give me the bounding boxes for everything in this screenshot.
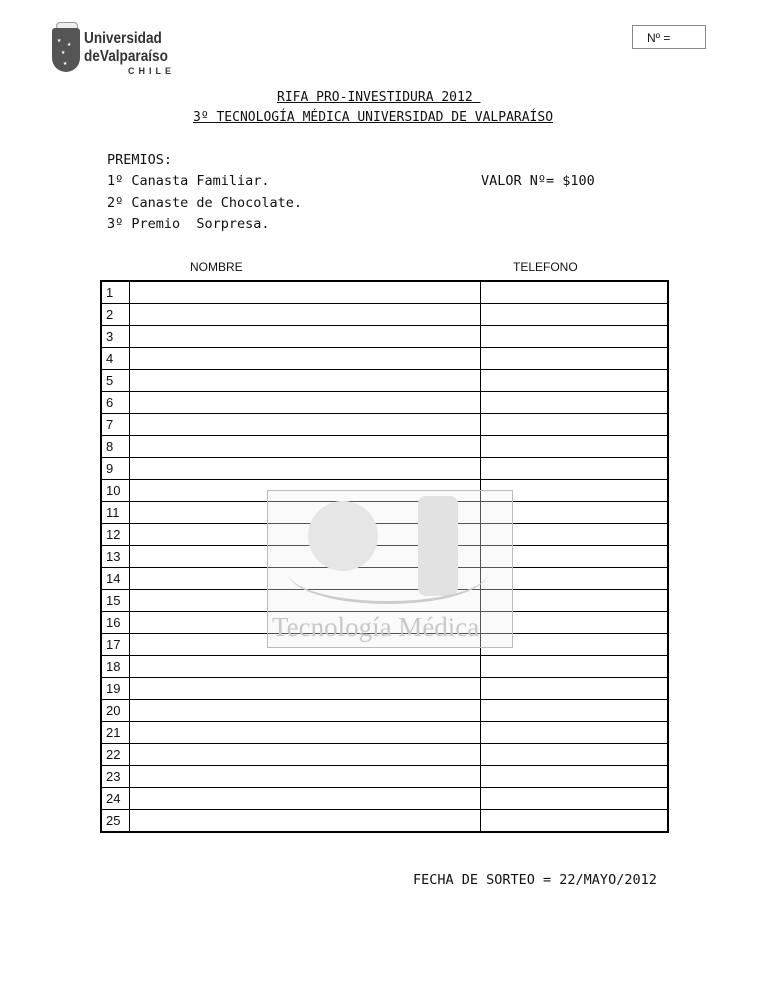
ticket-price: VALOR Nº= $100	[481, 173, 595, 189]
phone-cell[interactable]	[480, 326, 668, 348]
table-row	[101, 281, 668, 304]
row-number: 25	[101, 810, 129, 833]
name-cell[interactable]	[129, 458, 480, 480]
name-cell[interactable]	[129, 744, 480, 766]
table-row	[101, 788, 668, 810]
table-row	[101, 678, 668, 700]
row-number: 6	[101, 392, 129, 414]
row-number: 18	[101, 656, 129, 678]
table-row	[101, 744, 668, 766]
row-number: 17	[101, 634, 129, 656]
row-number: 5	[101, 370, 129, 392]
row-number: 11	[101, 502, 129, 524]
name-cell[interactable]	[129, 766, 480, 788]
phone-cell[interactable]	[480, 656, 668, 678]
row-number: 13	[101, 546, 129, 568]
name-cell[interactable]	[129, 722, 480, 744]
name-cell[interactable]	[129, 700, 480, 722]
table-row	[101, 414, 668, 436]
row-number: 16	[101, 612, 129, 634]
name-cell[interactable]	[129, 392, 480, 414]
row-number: 14	[101, 568, 129, 590]
shield-icon: ★ ★ ★ ★	[52, 28, 80, 72]
row-number: 3	[101, 326, 129, 348]
name-cell[interactable]	[129, 348, 480, 370]
watermark-image	[267, 490, 513, 648]
row-number: 22	[101, 744, 129, 766]
name-cell[interactable]	[129, 326, 480, 348]
row-number: 24	[101, 788, 129, 810]
table-row	[101, 810, 668, 833]
name-cell[interactable]	[129, 281, 480, 304]
logo-line1: Universidad	[84, 30, 162, 47]
university-logo	[52, 22, 175, 78]
name-cell[interactable]	[129, 656, 480, 678]
phone-cell[interactable]	[480, 348, 668, 370]
row-number: 15	[101, 590, 129, 612]
page-title: RIFA PRO-INVESTIDURA 2012	[277, 90, 481, 105]
row-number: 1	[101, 281, 129, 304]
table-row	[101, 436, 668, 458]
table-row	[101, 656, 668, 678]
phone-cell[interactable]	[480, 414, 668, 436]
row-number: 19	[101, 678, 129, 700]
phone-cell[interactable]	[480, 304, 668, 326]
phone-cell[interactable]	[480, 392, 668, 414]
table-row	[101, 700, 668, 722]
name-cell[interactable]	[129, 436, 480, 458]
name-cell[interactable]	[129, 788, 480, 810]
row-number: 7	[101, 414, 129, 436]
phone-cell[interactable]	[480, 766, 668, 788]
table-row	[101, 392, 668, 414]
prize-2: 2º Canaste de Chocolate.	[107, 195, 303, 211]
row-number: 23	[101, 766, 129, 788]
table-row	[101, 304, 668, 326]
column-header-phone: TELEFONO	[513, 260, 578, 274]
name-cell[interactable]	[129, 304, 480, 326]
name-cell[interactable]	[129, 678, 480, 700]
phone-cell[interactable]	[480, 458, 668, 480]
name-cell[interactable]	[129, 370, 480, 392]
row-number: 12	[101, 524, 129, 546]
prize-1: 1º Canasta Familiar.	[107, 173, 270, 189]
table-row	[101, 766, 668, 788]
phone-cell[interactable]	[480, 810, 668, 833]
table-row	[101, 326, 668, 348]
draw-date: FECHA DE SORTEO = 22/MAYO/2012	[413, 872, 657, 888]
table-row	[101, 722, 668, 744]
ticket-number-box: Nº =	[632, 25, 706, 49]
page-subtitle: 3º TECNOLOGÍA MÉDICA UNIVERSIDAD DE VALPARAÍSO	[193, 110, 554, 125]
row-number: 21	[101, 722, 129, 744]
prizes-heading: PREMIOS:	[107, 152, 173, 168]
watermark-text: Tecnología Médica	[272, 612, 480, 642]
column-header-name: NOMBRE	[190, 260, 243, 274]
phone-cell[interactable]	[480, 281, 668, 304]
row-number: 20	[101, 700, 129, 722]
row-number: 10	[101, 480, 129, 502]
phone-cell[interactable]	[480, 436, 668, 458]
phone-cell[interactable]	[480, 744, 668, 766]
table-row	[101, 348, 668, 370]
table-row	[101, 370, 668, 392]
phone-cell[interactable]	[480, 788, 668, 810]
phone-cell[interactable]	[480, 370, 668, 392]
prize-3: 3º Premio Sorpresa.	[107, 216, 270, 232]
row-number: 8	[101, 436, 129, 458]
phone-cell[interactable]	[480, 700, 668, 722]
logo-line3: CHILE	[128, 66, 175, 76]
table-row	[101, 458, 668, 480]
row-number: 4	[101, 348, 129, 370]
name-cell[interactable]	[129, 414, 480, 436]
phone-cell[interactable]	[480, 722, 668, 744]
row-number: 2	[101, 304, 129, 326]
row-number: 9	[101, 458, 129, 480]
phone-cell[interactable]	[480, 678, 668, 700]
name-cell[interactable]	[129, 810, 480, 833]
logo-line2: deValparaíso	[84, 48, 168, 65]
